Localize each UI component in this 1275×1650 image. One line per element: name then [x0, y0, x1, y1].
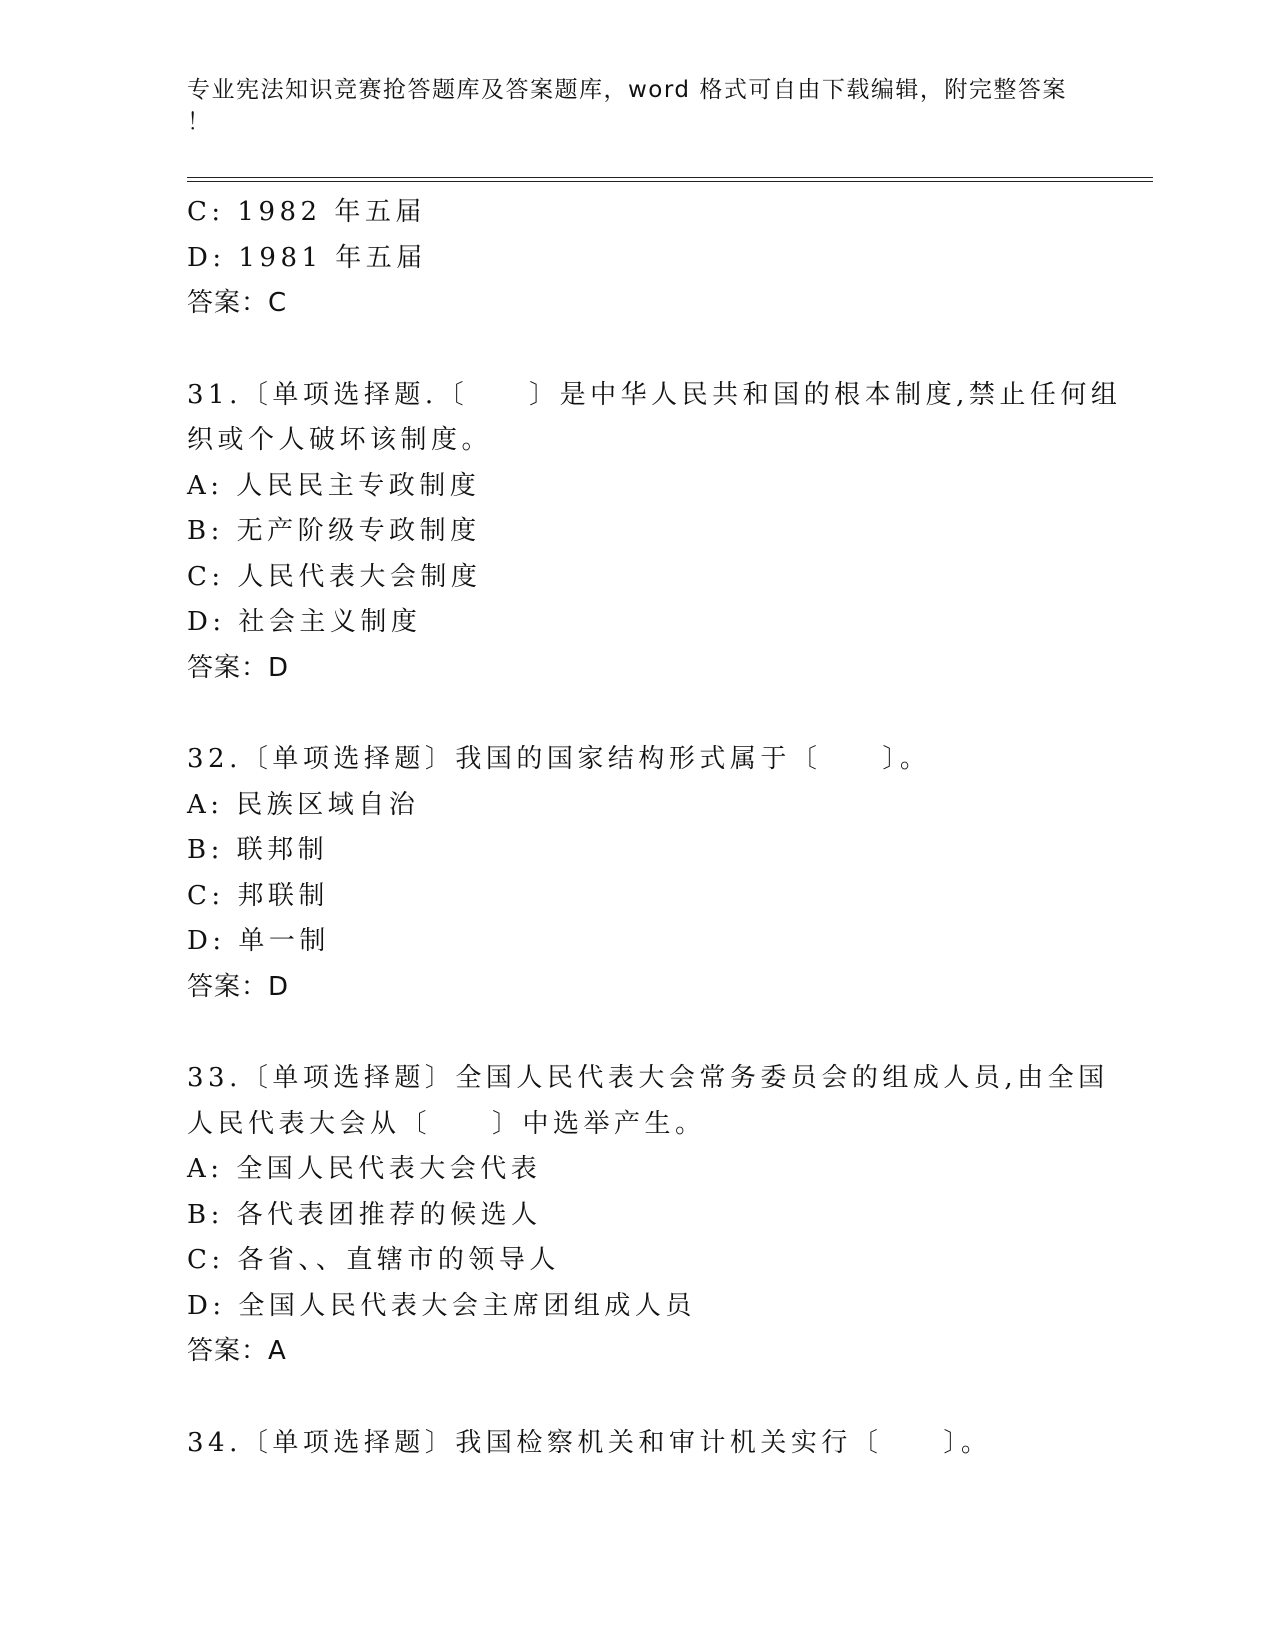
answer: 答案：A	[187, 1336, 287, 1366]
option-a: A: 民族区域自治	[187, 789, 420, 820]
option-c: C: 人民代表大会制度	[187, 561, 482, 592]
question-text: 32.〔单项选择题〕我国的国家结构形式属于〔 〕。	[187, 744, 931, 774]
question-text: 34.〔单项选择题〕我国检察机关和审计机关实行〔 〕。	[187, 1427, 992, 1458]
option-b: B: 无产阶级专政制度	[187, 516, 481, 546]
question-text: 31.〔单项选择题.〔 〕是中华人民共和国的根本制度,禁止任何组	[187, 379, 1122, 410]
option-a: A: 全国人民代表大会代表	[187, 1154, 542, 1184]
header-title: 专业宪法知识竞赛抢答题库及答案题库，word 格式可自由下载编辑，附完整答案	[187, 77, 1067, 103]
answer: 答案：D	[187, 971, 290, 1002]
option-b: B: 联邦制	[187, 835, 329, 865]
question-32	[187, 737, 1087, 1010]
option-d: D: 单一制	[187, 926, 330, 956]
header-title-continuation: ！	[187, 109, 212, 135]
option-c: C: 1982 年五届	[187, 197, 426, 227]
question-list	[187, 190, 1122, 1466]
answer: 答案：D	[187, 652, 290, 683]
question-31	[187, 373, 1122, 692]
option-b: B: 各代表团推荐的候选人	[187, 1199, 542, 1230]
spacer	[187, 691, 1087, 737]
option-d: D: 社会主义制度	[187, 607, 422, 637]
option-d: D: 全国人民代表大会主席团组成人员	[187, 1290, 696, 1321]
header-rule-bottom	[187, 181, 1153, 182]
question-34	[187, 1421, 1087, 1467]
spacer	[187, 1010, 1087, 1056]
spacer	[187, 327, 1087, 373]
question-text: 33.〔单项选择题〕全国人民代表大会常务委员会的组成人员,由全国	[187, 1063, 1109, 1093]
option-d: D: 1981 年五届	[187, 242, 427, 273]
option-c: C: 各省、、直辖市的领导人	[187, 1245, 560, 1275]
question-text: 织或个人破坏该制度。	[187, 425, 493, 455]
question-33	[187, 1056, 1109, 1375]
question-30-tail	[187, 190, 1087, 327]
question-text: 人民代表大会从〔 〕中选举产生。	[187, 1108, 706, 1139]
answer: 答案：C	[187, 288, 288, 318]
option-a: A: 人民民主专政制度	[187, 470, 481, 501]
page-header	[187, 74, 1067, 138]
header-rule-top	[187, 177, 1153, 178]
option-c: C: 邦联制	[187, 880, 329, 911]
spacer	[187, 1375, 1087, 1421]
